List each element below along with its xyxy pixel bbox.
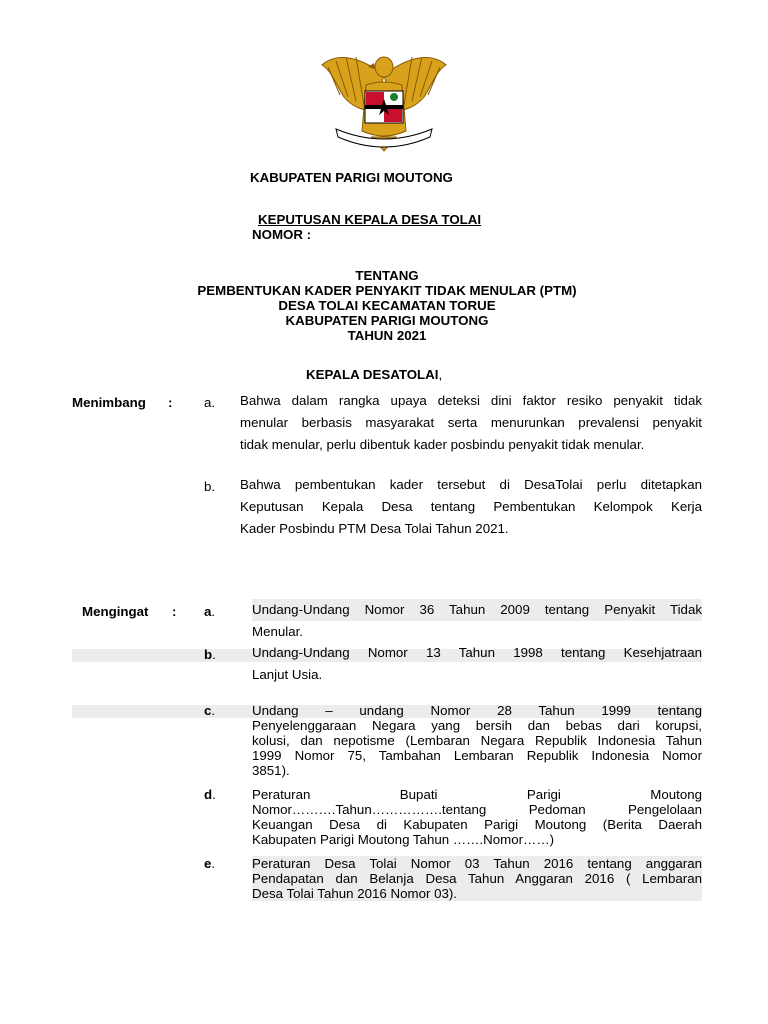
text-line: Kabupaten Parigi Moutong Tahun …….Nomor……) bbox=[252, 832, 555, 847]
mengingat-marker bbox=[204, 647, 216, 662]
garuda-emblem-icon bbox=[318, 45, 450, 155]
marker-letter: e bbox=[204, 856, 212, 871]
subject-line: TAHUN 2021 bbox=[347, 328, 427, 343]
text-line: Keuangan Desa di Kabupaten Parigi Moutong (Berita Daerah bbox=[252, 817, 702, 832]
menimbang-item-b bbox=[240, 474, 702, 540]
mengingat-colon: : bbox=[172, 604, 177, 619]
mengingat-marker bbox=[204, 787, 216, 802]
mengingat-item-e bbox=[252, 856, 702, 901]
text-line: Lanjut Usia. bbox=[252, 667, 323, 682]
mengingat-label: Mengingat bbox=[82, 604, 149, 619]
text-line: Peraturan Desa Tolai Nomor 03 Tahun 2016 tentang anggaran bbox=[252, 856, 702, 871]
text-line: Penyelenggaraan Negara yang bersih dan bebas dari korupsi, bbox=[252, 718, 702, 733]
text-line: Kader Posbindu PTM Desa Tolai Tahun 2021. bbox=[240, 521, 509, 536]
text-line: 3851). bbox=[252, 763, 290, 778]
decree-title: KEPUTUSAN KEPALA DESA TOLAI bbox=[258, 212, 482, 227]
marker-letter: c bbox=[204, 703, 212, 718]
text-line: Menular. bbox=[252, 624, 303, 639]
marker-letter: b bbox=[204, 647, 213, 662]
mengingat-item-c bbox=[252, 703, 702, 778]
menimbang-item-a bbox=[240, 390, 702, 456]
menimbang-marker: b. bbox=[204, 479, 216, 494]
text-line: tidak menular, perlu dibentuk kader posbindu penyakit tidak menular. bbox=[240, 437, 645, 452]
text-line: Undang-Undang Nomor 36 Tahun 2009 tentang Penyakit Tidak bbox=[252, 599, 702, 621]
official-title bbox=[306, 367, 442, 382]
text-line: kolusi, dan nepotisme (Lembaran Negara Republik Indonesia Tahun bbox=[252, 733, 702, 748]
marker-suffix: . bbox=[211, 604, 216, 619]
mengingat-marker bbox=[204, 604, 215, 619]
subject-block bbox=[150, 268, 624, 343]
text-line: Bahwa dalam rangka upaya deteksi dini faktor resiko penyakit tidak bbox=[240, 393, 702, 408]
mengingat-marker bbox=[204, 856, 215, 871]
mengingat-item-a bbox=[252, 599, 702, 643]
mengingat-item-d bbox=[252, 787, 702, 847]
menimbang-colon: : bbox=[168, 395, 173, 410]
official-name: KEPALA DESATOLAI bbox=[306, 367, 439, 382]
marker-suffix: . bbox=[212, 787, 216, 802]
marker-letter: a bbox=[204, 604, 212, 619]
text-line: Undang-Undang Nomor 13 Tahun 1998 tentang Kesehjatraan bbox=[252, 645, 702, 660]
regency-title: KABUPATEN PARIGI MOUTONG bbox=[250, 170, 453, 185]
marker-suffix: . bbox=[212, 647, 216, 662]
mengingat-item-b bbox=[252, 642, 702, 686]
subject-line: DESA TOLAI KECAMATAN TORUE bbox=[278, 298, 496, 313]
marker-suffix: . bbox=[211, 703, 216, 718]
decree-number-label: NOMOR : bbox=[252, 227, 312, 242]
text-line: Pendapatan dan Belanja Desa Tahun Anggaran 2016 ( Lembaran bbox=[252, 871, 702, 886]
marker-suffix: . bbox=[211, 856, 216, 871]
marker-letter: d bbox=[204, 787, 213, 802]
text-line: Undang – undang Nomor 28 Tahun 1999 tentang bbox=[252, 703, 702, 718]
mengingat-marker bbox=[204, 703, 215, 718]
text-line: Desa Tolai Tahun 2016 Nomor 03). bbox=[252, 886, 457, 901]
official-suffix: , bbox=[438, 367, 443, 382]
subject-line: TENTANG bbox=[355, 268, 419, 283]
text-line: menular berbasis masyarakat serta menurunkan prevalensi penyakit bbox=[240, 415, 702, 430]
subject-line: PEMBENTUKAN KADER PENYAKIT TIDAK MENULAR (PTM) bbox=[197, 283, 577, 298]
menimbang-marker: a. bbox=[204, 395, 216, 410]
text-line: Keputusan Kepala Desa tentang Pembentukan Kelompok Kerja bbox=[240, 499, 702, 514]
subject-line: KABUPATEN PARIGI MOUTONG bbox=[285, 313, 489, 328]
text-line: Bahwa pembentukan kader tersebut di DesaTolai perlu ditetapkan bbox=[240, 477, 702, 492]
text-line: Peraturan Bupati Parigi Moutong bbox=[252, 787, 702, 802]
menimbang-label: Menimbang bbox=[72, 395, 146, 410]
text-line: Nomor……….Tahun…………….tentang Pedoman Pengelolaan bbox=[252, 802, 702, 817]
text-line: 1999 Nomor 75, Tambahan Lembaran Republik Indonesia Nomor bbox=[252, 748, 702, 763]
